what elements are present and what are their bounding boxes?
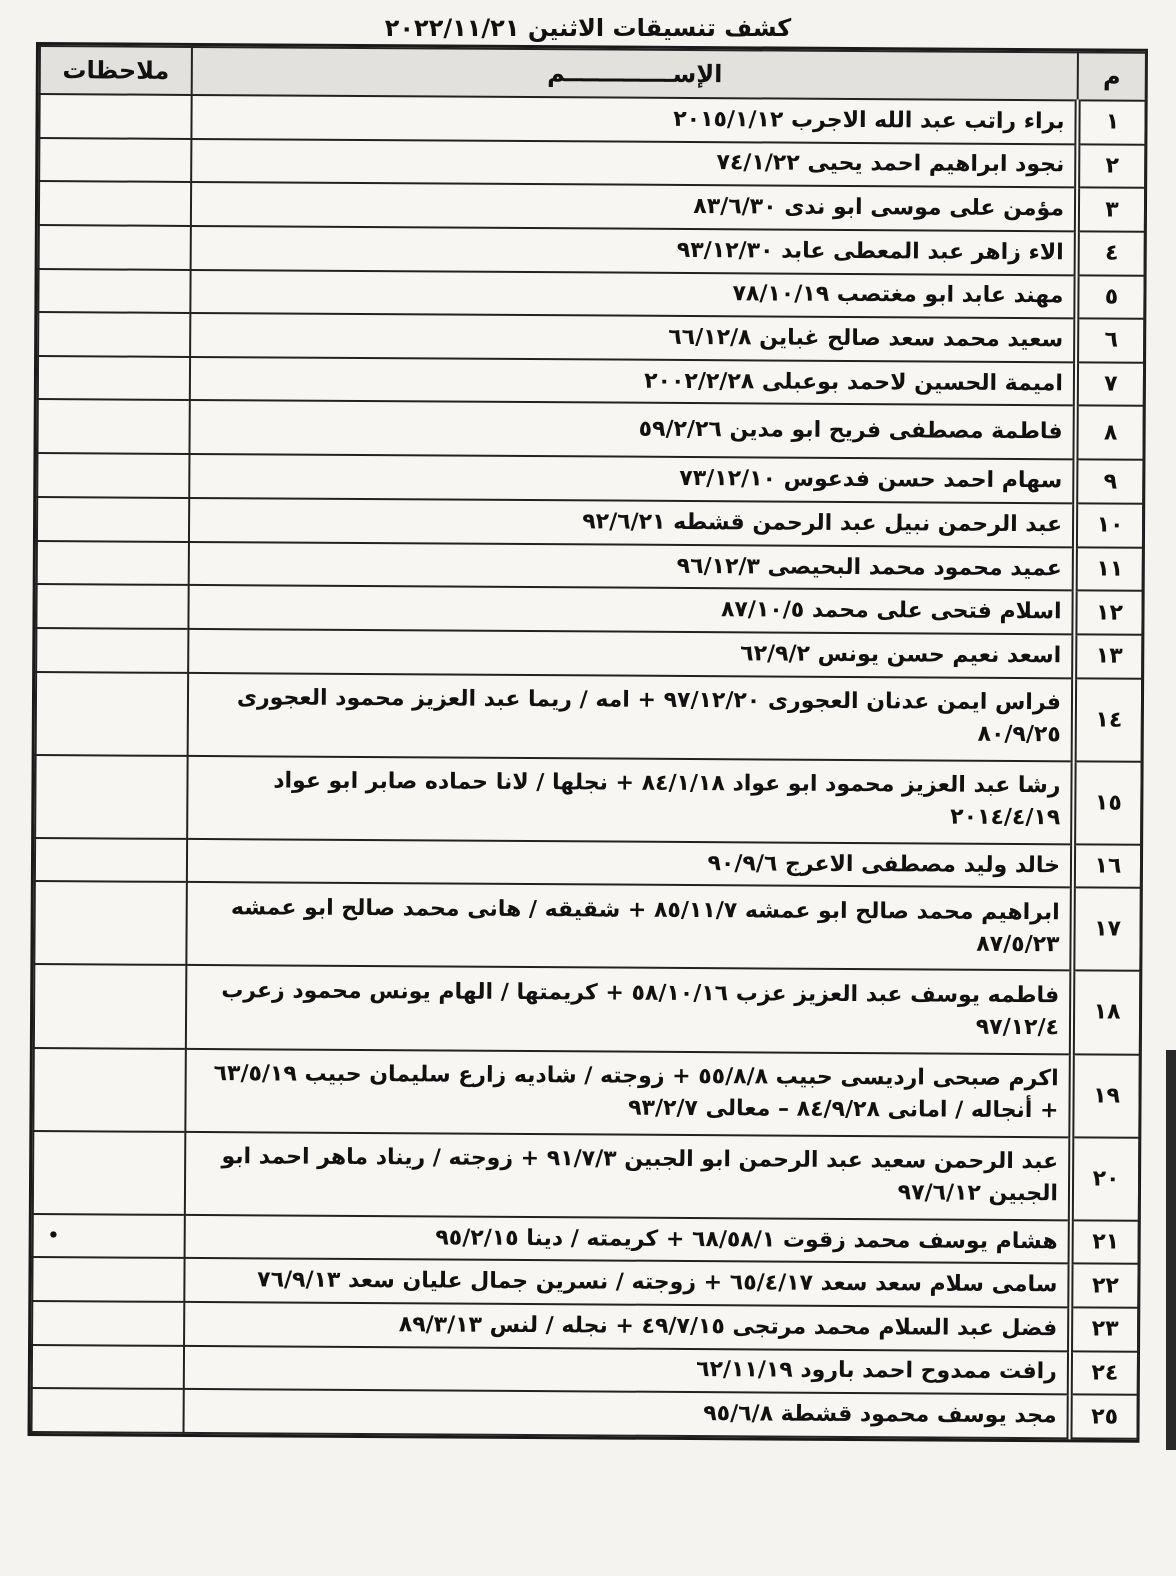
row-name: فراس ايمن عدنان العجورى ٩٧/١٢/٢٠ + امه / ريما عبد العزيز محمود العجورى ٨٠/٩/٢٥ bbox=[188, 672, 1074, 761]
table-row bbox=[36, 672, 1142, 762]
table-row bbox=[33, 1048, 1139, 1138]
row-note bbox=[33, 1048, 186, 1132]
row-name: عبد الرحمن سعيد عبد الرحمن ابو الجبين ٩١/٧/٣ + زوجته / ريناد ماهر احمد ابو الجبين ٩٧/٦/١٢ bbox=[185, 1132, 1071, 1221]
table-row bbox=[36, 584, 1142, 634]
table-row bbox=[37, 541, 1143, 591]
row-number: ١١ bbox=[1075, 547, 1143, 591]
row-name: اسعد نعيم حسن يونس ٦٢/٩/٢ bbox=[188, 629, 1074, 678]
row-name: عبد الرحمن نبيل عبد الرحمن قشطه ٩٢/٦/٢١ bbox=[189, 498, 1075, 547]
row-number: ١٣ bbox=[1074, 634, 1142, 678]
row-number: ٣ bbox=[1077, 188, 1145, 232]
row-number: ٢ bbox=[1077, 144, 1145, 188]
table-row bbox=[32, 1388, 1138, 1439]
header-name: الإســـــــــــــم bbox=[192, 47, 1078, 100]
row-name: سعيد محمد سعد صالح غباين ٦٦/١٢/٨ bbox=[190, 313, 1076, 362]
row-note bbox=[35, 838, 187, 883]
row-name: اسلام فتحى على محمد ٨٧/١٠/٥ bbox=[188, 585, 1074, 634]
names-table bbox=[31, 45, 1147, 1440]
row-name: اكرم صبحى اردیسى حبيب ٥٥/٨/٨ + زوجته / شادیه زارع سليمان حبيب ٦٣/٥/١٩ + أنجاله / امانى ٨٤/٩/٢٨ – معالى ٩٣/٢/٧ bbox=[185, 1048, 1071, 1137]
row-name: سامى سلام سعد سعد ٦٥/٤/١٧ + زوجته / نسرين جمال عليان سعد ٧٦/٩/١٣ bbox=[184, 1258, 1070, 1307]
row-name: مهند عابد ابو مغتصب ٧٨/١٠/١٩ bbox=[190, 269, 1076, 318]
row-note bbox=[32, 1301, 184, 1346]
row-number: ١٨ bbox=[1072, 971, 1141, 1055]
row-name: نجود ابراهيم احمد يحيى ٧٤/١/٢٢ bbox=[191, 139, 1077, 188]
row-number: ١٤ bbox=[1074, 678, 1143, 762]
row-name: مؤمن على موسى ابو ندى ٨٣/٦/٣٠ bbox=[191, 182, 1077, 231]
row-note bbox=[39, 94, 191, 139]
row-number: ٧ bbox=[1076, 362, 1144, 406]
row-number: ٢٤ bbox=[1070, 1351, 1138, 1395]
row-name: هشام يوسف محمد زقوت ٦٨/٥٨/١ + كريمته / دينا ٩٥/٢/١٥ bbox=[185, 1215, 1071, 1264]
header-notes: ملاحظات bbox=[40, 46, 192, 95]
row-name: خالد وليد مصطفى الاعرج ٩٠/٩/٦ bbox=[187, 839, 1073, 888]
row-name: فاطمة مصطفى فريح ابو مدين ٥٩/٢/٢٦ bbox=[189, 400, 1075, 459]
page-title: كشف تنسيقات الاثنين ٢٠٢٢/١١/٢١ bbox=[384, 14, 792, 42]
table-row bbox=[37, 453, 1143, 503]
row-note bbox=[32, 1388, 184, 1433]
row-number: ١٢ bbox=[1074, 591, 1142, 635]
table-row bbox=[33, 1131, 1139, 1221]
table-row bbox=[33, 1214, 1139, 1264]
row-note bbox=[34, 881, 187, 965]
row-note bbox=[39, 225, 191, 270]
row-note bbox=[38, 312, 190, 357]
row-name: مجد يوسف محمود قشطة ٩٥/٦/٨ bbox=[184, 1389, 1070, 1438]
row-number: ٩ bbox=[1075, 460, 1143, 504]
row-name: رافت ممدوح احمد بارود ٦٢/١١/١٩ bbox=[184, 1346, 1070, 1395]
table-row bbox=[39, 138, 1145, 188]
row-number: ١ bbox=[1077, 100, 1145, 144]
row-name: الاء زاهر عبد المعطى عابد ٩٣/١٢/٣٠ bbox=[191, 226, 1077, 275]
row-note bbox=[34, 964, 187, 1048]
row-note bbox=[36, 672, 189, 756]
table-row bbox=[39, 181, 1145, 231]
row-note bbox=[39, 138, 191, 183]
table-row bbox=[37, 399, 1143, 460]
row-note bbox=[37, 497, 189, 542]
table-body bbox=[32, 94, 1146, 1439]
row-number: ٢١ bbox=[1071, 1220, 1139, 1264]
table-row bbox=[32, 1345, 1138, 1395]
row-note bbox=[32, 1345, 184, 1390]
row-number: ٨ bbox=[1075, 406, 1143, 460]
row-note bbox=[38, 269, 190, 314]
row-note bbox=[33, 1131, 186, 1215]
row-number: ٢٣ bbox=[1070, 1307, 1138, 1351]
row-name: فضل عبد السلام محمد مرتجى ٤٩/٧/١٥ + نجله / لنس ٨٩/٣/١٣ bbox=[184, 1302, 1070, 1351]
row-name: ابراهيم محمد صالح ابو عمشه ٨٥/١١/٧ + شقيقه / هانى محمد صالح ابو عمشه ٨٧/٥/٢٣ bbox=[186, 882, 1072, 971]
row-note bbox=[36, 584, 188, 629]
page-edge-shadow bbox=[1166, 1050, 1176, 1450]
row-name: رشا عبد العزيز محمود ابو عواد ٨٤/١/١٨ + نجلها / لانا حماده صابر ابو عواد ٢٠١٤/٤/١٩ bbox=[187, 756, 1073, 845]
table-row bbox=[37, 497, 1143, 547]
row-note bbox=[37, 541, 189, 586]
row-number: ٥ bbox=[1076, 275, 1144, 319]
table-header-row bbox=[40, 46, 1146, 101]
row-number: ٤ bbox=[1077, 231, 1145, 275]
table-row bbox=[35, 755, 1141, 845]
row-note: • bbox=[33, 1214, 185, 1259]
row-note bbox=[35, 755, 188, 839]
table-row bbox=[39, 225, 1145, 275]
row-number: ٢٥ bbox=[1069, 1395, 1137, 1439]
row-note bbox=[38, 356, 190, 401]
row-name: عميد محمود محمد البحيصى ٩٦/١٢/٣ bbox=[189, 542, 1075, 591]
row-number: ١٠ bbox=[1075, 503, 1143, 547]
row-number: ١٩ bbox=[1071, 1054, 1140, 1138]
table-row bbox=[32, 1257, 1138, 1307]
table-row bbox=[38, 356, 1144, 406]
row-number: ١٥ bbox=[1073, 761, 1142, 845]
row-number: ٦ bbox=[1076, 318, 1144, 362]
table-row bbox=[34, 881, 1140, 971]
row-name: اميمة الحسين لاحمد بوعبلى ٢٠٠٢/٢/٢٨ bbox=[190, 357, 1076, 406]
table-row bbox=[38, 312, 1144, 362]
row-note bbox=[37, 399, 189, 454]
table-row bbox=[38, 269, 1144, 319]
row-number: ١٦ bbox=[1073, 844, 1141, 888]
table-row bbox=[34, 964, 1140, 1054]
row-number: ٢٢ bbox=[1070, 1264, 1138, 1308]
header-number: م bbox=[1078, 52, 1146, 100]
table-row bbox=[32, 1301, 1138, 1351]
row-note bbox=[32, 1257, 184, 1302]
table-row bbox=[36, 628, 1142, 678]
row-note bbox=[39, 181, 191, 226]
document-sheet bbox=[27, 42, 1147, 1443]
row-number: ٢٠ bbox=[1071, 1137, 1140, 1221]
table-row bbox=[35, 838, 1141, 888]
row-name: براء راتب عبد الله الاجرب ٢٠١٥/١/١٢ bbox=[191, 95, 1077, 144]
row-name: سهام احمد حسن فدعوس ٧٣/١٢/١٠ bbox=[189, 454, 1075, 503]
row-number: ١٧ bbox=[1072, 888, 1141, 972]
row-note bbox=[37, 453, 189, 498]
table-row bbox=[39, 94, 1145, 144]
row-name: فاطمه يوسف عبد العزيز عزب ٥٨/١٠/١٦ + كريمتها / الهام يونس محمود زعرب ٩٧/١٢/٤ bbox=[186, 965, 1072, 1054]
row-note bbox=[36, 628, 188, 673]
